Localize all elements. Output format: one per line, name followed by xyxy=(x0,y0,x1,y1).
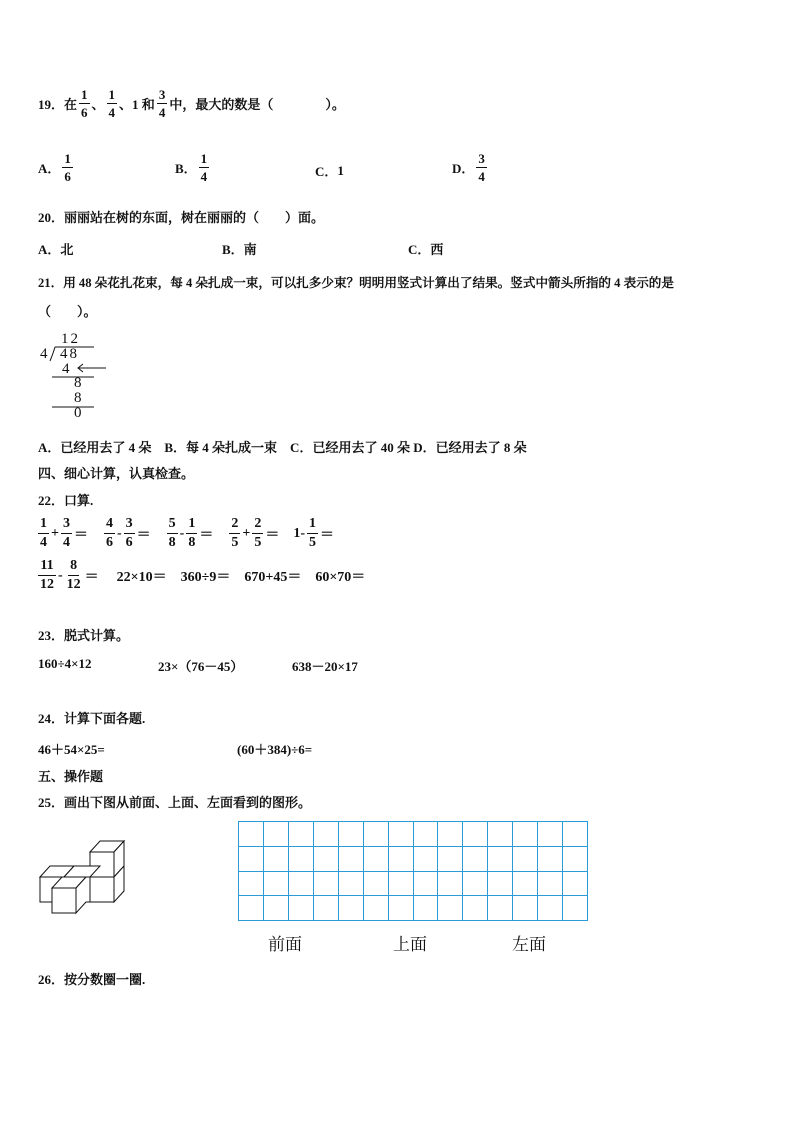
q26-title: 26．按分数圈一圈. xyxy=(38,972,146,987)
division-subtract-1: 4 xyxy=(62,361,70,377)
q19-text-2: 、1 和 xyxy=(119,97,155,112)
q24-item-2: (60＋384)÷6= xyxy=(237,742,313,757)
q20-option-c[interactable]: C．西 xyxy=(408,242,444,257)
q23-title: 23．脱式计算。 xyxy=(38,628,130,643)
q23-item-2: 23×（76－45） xyxy=(158,659,244,674)
arrow-icon xyxy=(78,364,106,372)
q19-option-b[interactable]: B． $\frac{1}{4}$ xyxy=(175,151,208,184)
q19-option-d[interactable]: D． $\frac{3}{4}$ xyxy=(452,151,485,184)
division-lines xyxy=(38,330,118,425)
division-dividend: 48 xyxy=(60,346,79,362)
division-divisor: 4 xyxy=(40,346,48,362)
q21-stem: 21．用 48 朵花扎花束，每 4 朵扎成一束，可以扎多少束？明明用竖式计算出了结果。竖式中箭头所指的 4 表示的是 xyxy=(38,276,674,290)
cube-stack-figure xyxy=(38,836,133,916)
q19-option-a[interactable]: A． $\frac{1}{6}$ xyxy=(38,151,71,184)
q24-item-1: 46＋54×25= xyxy=(38,742,105,757)
q19-fraction-3: $\frac{3}{4}$ xyxy=(158,87,166,120)
long-division xyxy=(38,330,118,425)
q19-option-c[interactable]: C． 1 xyxy=(315,162,344,179)
q19-fraction-1: $\frac{1}{6}$ xyxy=(81,87,88,120)
q23-item-3: 638－20×17 xyxy=(292,659,358,674)
q20-stem: 20．丽丽站在树的东面，树在丽丽的（ ）面。 xyxy=(38,210,325,225)
q21-stem-2: （ ）。 xyxy=(38,304,97,319)
label-front-view: 前面 xyxy=(268,935,302,955)
division-remainder-1: 8 xyxy=(74,375,82,391)
q19-number: 19． xyxy=(38,97,65,112)
q19-text-3: 中，最大的数是（ ）。 xyxy=(169,97,345,112)
q22-row-1: $\frac{1}{4}$ + $\frac{3}{4}$ ＝ $\frac{4}{6}$ - $\frac{3}{6}$ ＝ $\frac{5}{8}$ - $\frac{1}{8}$ ＝ $\frac{2}{5}$ + $\frac{2}{5}$ ＝ 1- $\frac{1}{5}$ ＝ xyxy=(40,516,334,550)
q22-title: 22．口算. xyxy=(38,493,94,508)
drawing-grid[interactable] xyxy=(238,821,588,921)
label-top-view: 上面 xyxy=(393,935,427,955)
q23-item-1: 160÷4×12 xyxy=(38,656,92,671)
q24-title: 24．计算下面各题. xyxy=(38,711,146,726)
q25-title: 25．画出下图从前面、上面、左面看到的图形。 xyxy=(38,795,312,810)
division-remainder-2: 0 xyxy=(74,405,82,421)
division-quotient: 12 xyxy=(61,331,80,347)
section-5-heading: 五、操作题 xyxy=(38,769,104,784)
q19-text-1: 在 xyxy=(64,97,78,112)
q19-stem xyxy=(38,88,345,119)
q20-option-a[interactable]: A．北 xyxy=(38,242,74,257)
q19-separator: 、 xyxy=(91,97,105,112)
q21-options[interactable]: A．已经用去了 4 朵 B．每 4 朵扎成一束 C．已经用去了 40 朵 D．已经用去了 8 朵 xyxy=(38,440,527,455)
section-4-heading: 四、细心计算，认真检查。 xyxy=(38,466,195,481)
q19-fraction-2: $\frac{1}{4}$ xyxy=(108,87,116,120)
q20-option-b[interactable]: B．南 xyxy=(222,242,257,257)
label-left-view: 左面 xyxy=(512,935,546,955)
q22-row-2: $\frac{11}{12}$ - $\frac{8}{12}$ ＝ 22×10＝ 360÷9＝ 670+45＝ 60×70＝ xyxy=(40,558,366,592)
division-subtract-2: 8 xyxy=(74,390,82,406)
